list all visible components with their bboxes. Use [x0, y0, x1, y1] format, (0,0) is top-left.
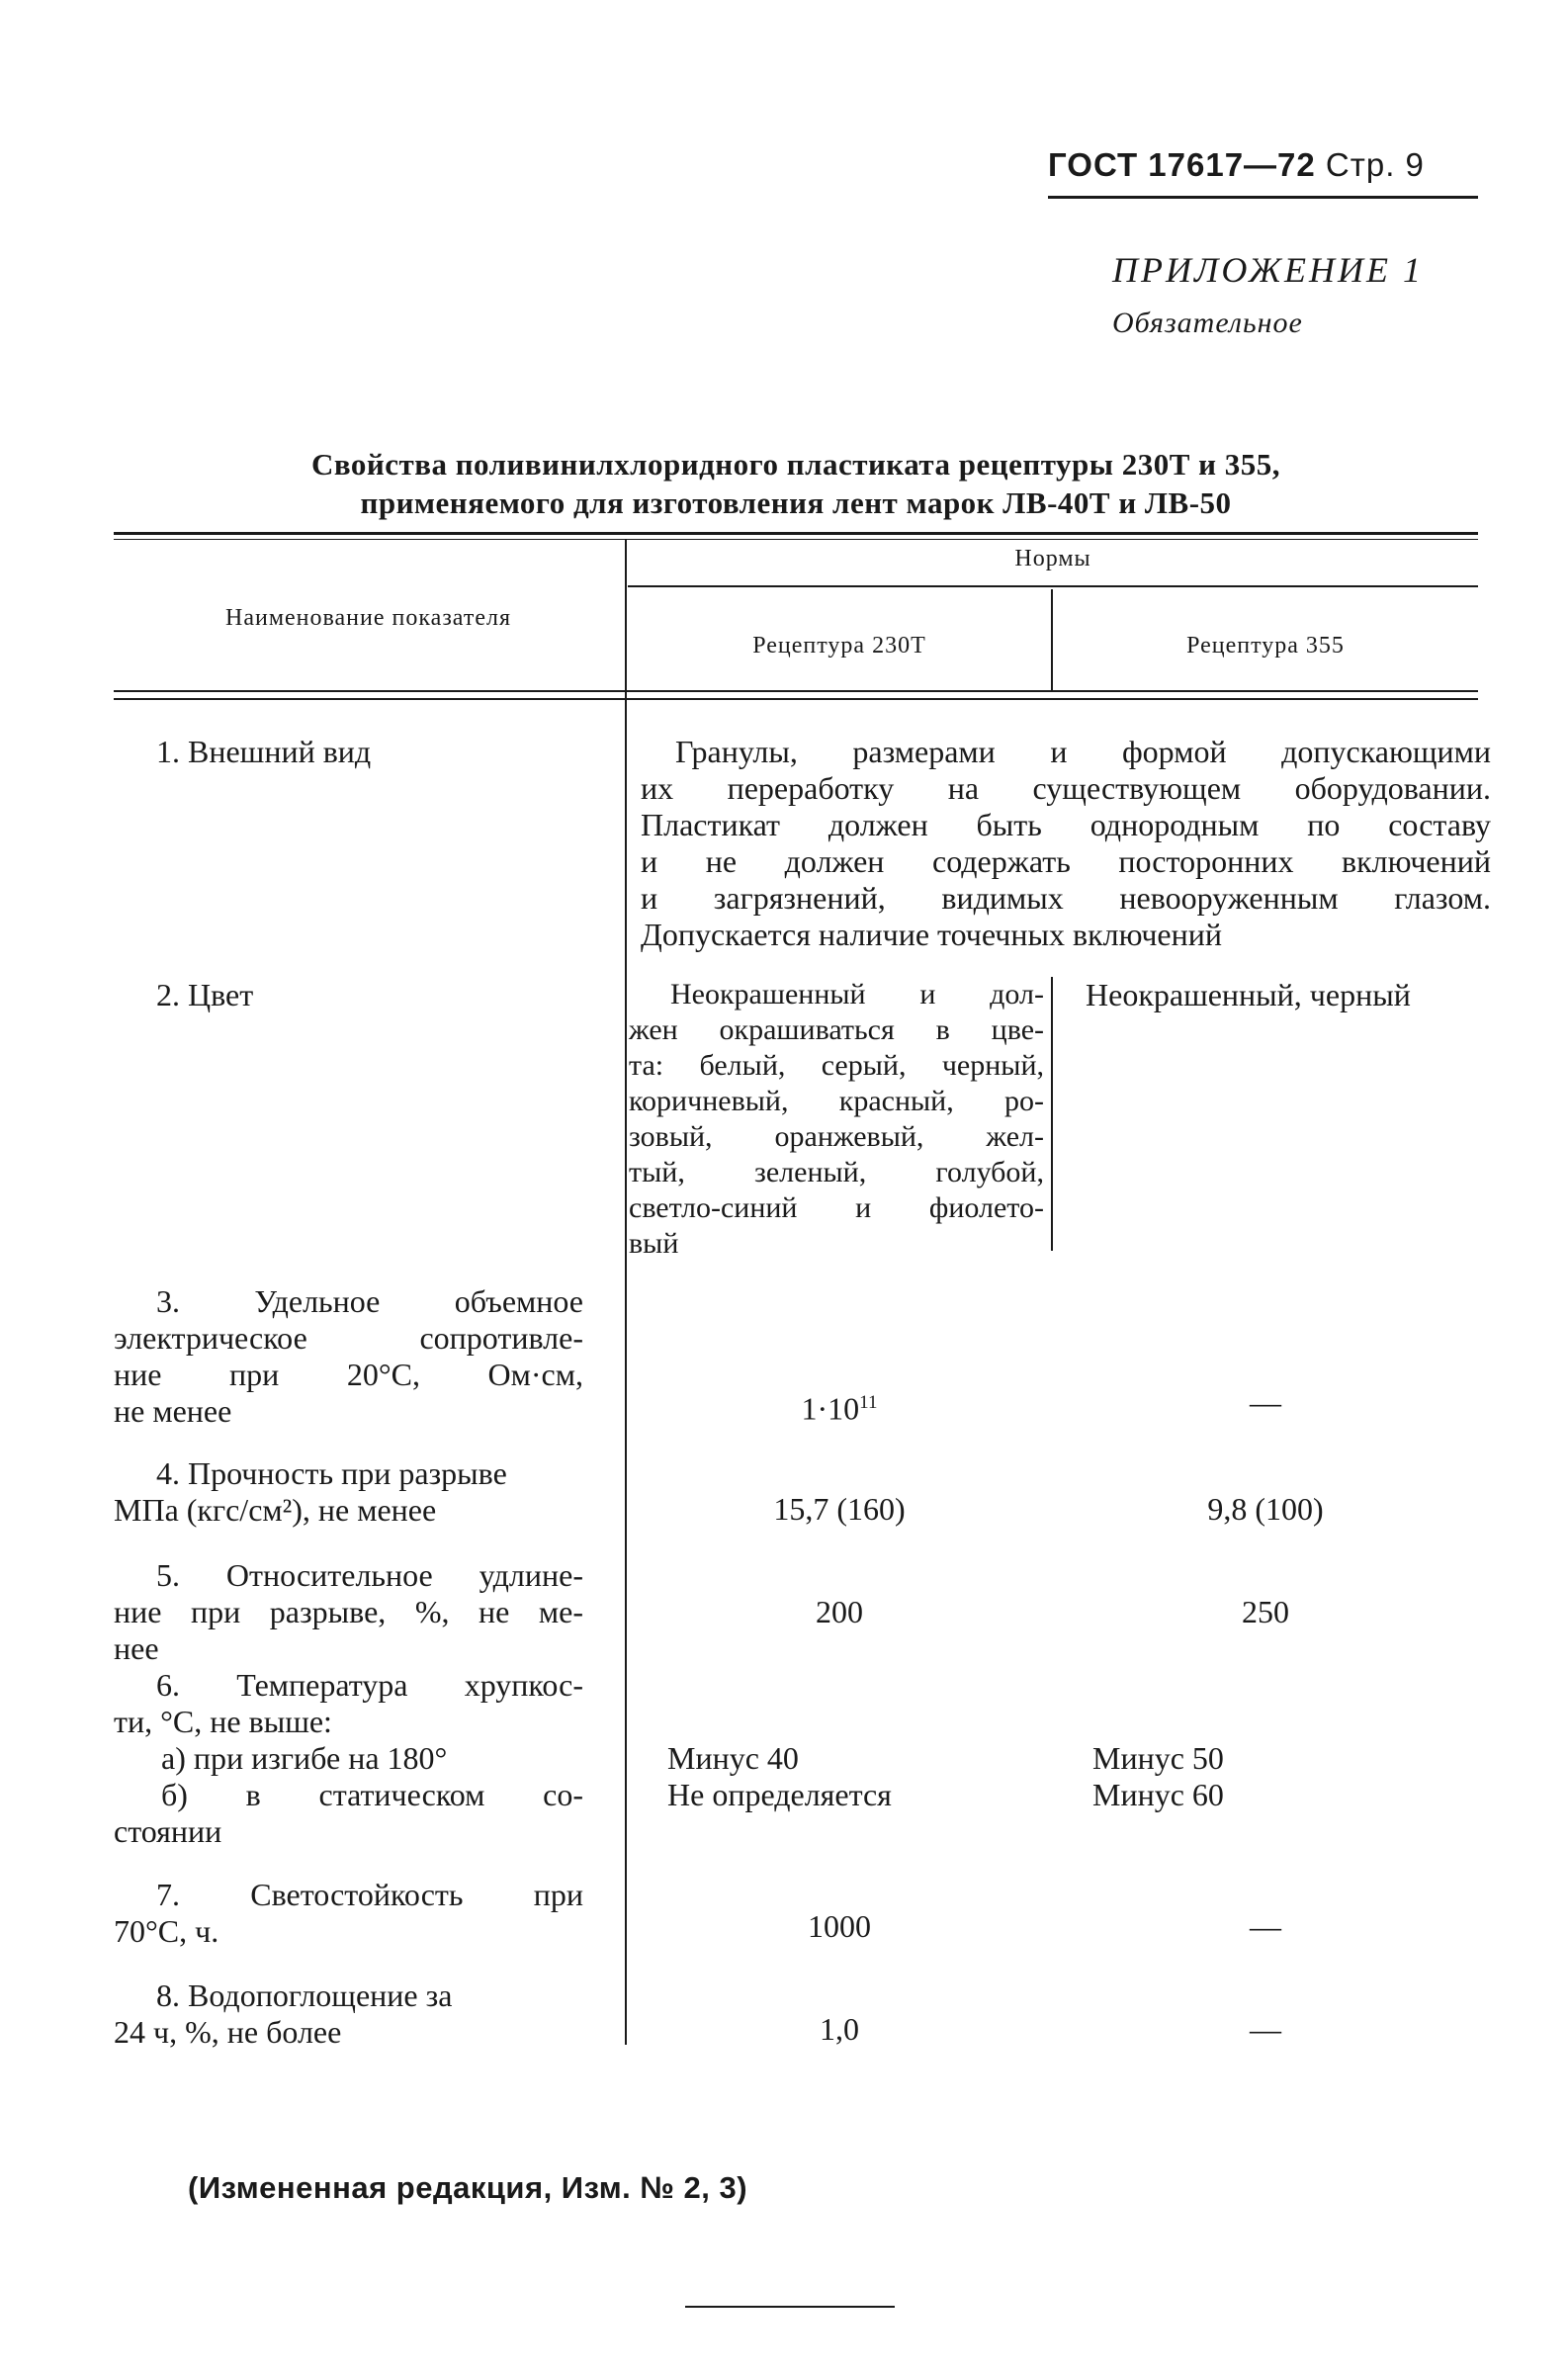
value-230: Минус 40 Не определяется: [667, 1740, 892, 1812]
row-name: 1. Внешний вид: [156, 734, 372, 769]
merged-value: Гранулы, размерами и формой допускающими их переработку на существующем оборудовании. Пластикат должен быть однородным по составу и не должен содержать посторонних включений и загрязнений, видимых невооруженным глазом. Допускается наличие точечных включений: [641, 734, 1491, 952]
row-name: 2. Цвет: [156, 977, 254, 1012]
column-divider: [1051, 977, 1053, 1251]
table-row: [156, 977, 253, 1013]
document-title-line: Свойства поливинилхлоридного пластиката рецептуры 230Т и 355,: [310, 447, 1281, 482]
bottom-rule: [685, 2306, 895, 2308]
norms-rule: [628, 585, 1478, 587]
column-header-indicator: Наименование показателя: [225, 605, 511, 631]
value-230: 1,0: [820, 2011, 859, 2047]
table-row: 5. Относительное удлине- ние при разрыве, %, не ме- нее: [114, 1557, 583, 1666]
table-row: [156, 734, 371, 770]
column-header-norms: Нормы: [1014, 546, 1091, 571]
value-230: Неокрашенный и дол- жен окрашиваться в цве- та: белый, серый, черный, коричневый, красный, ро- зовый, оранжевый, жел- тый, зеленый, голубой, светло-синий и фиолето- вый: [629, 978, 1044, 1260]
value-230: 15,7 (160): [773, 1491, 906, 1527]
page-header: [1048, 146, 1483, 184]
table-row: 3. Удельное объемное электрическое сопротивле- ние при 20°С, Ом·см, не менее: [114, 1283, 583, 1429]
appendix-subtitle: Обязательное: [1112, 307, 1303, 339]
value-355: —: [1250, 1384, 1281, 1420]
header-rule: [1048, 196, 1478, 199]
value-355: —: [1250, 1908, 1281, 1944]
value-355: —: [1250, 2011, 1281, 2047]
document-title-line: применяемого для изготовления лент марок ЛВ-40Т и ЛВ-50: [360, 485, 1232, 520]
value-355: Неокрашенный, черный: [1086, 977, 1411, 1012]
table-top-rule: [114, 532, 1478, 535]
appendix-title: ПРИЛОЖЕНИЕ 1: [1112, 250, 1424, 290]
page-number: Стр. 9: [1325, 146, 1425, 183]
column-header-recipe-355: Рецептура 355: [1186, 633, 1345, 659]
table-top-rule: [114, 539, 1478, 540]
header-bottom-rule: [114, 690, 1478, 692]
value-230: 1000: [808, 1908, 871, 1944]
value-230: $1\cdot 10^{11}$: [801, 1390, 878, 1427]
table-row: 7. Светостойкость при 70°С, ч.: [114, 1877, 583, 1949]
table-row: 4. Прочность при разрыве МПа (кгс/см²), не менее: [114, 1455, 507, 1528]
column-divider: [625, 540, 627, 2045]
table-row: 8. Водопоглощение за 24 ч, %, не более: [114, 1977, 453, 2050]
value-230: 200: [816, 1594, 863, 1629]
standard-number: ГОСТ 17617—72: [1048, 146, 1316, 183]
value-355: Минус 50 Минус 60: [1092, 1740, 1224, 1812]
amendment-note: (Измененная редакция, Изм. № 2, 3): [188, 2170, 748, 2205]
header-bottom-rule: [114, 698, 1478, 700]
document-title: [114, 445, 1478, 522]
value-355: 250: [1242, 1594, 1289, 1629]
value-355: 9,8 (100): [1207, 1491, 1324, 1527]
table-row: 6. Температура хрупкос- ти, °С, не выше: а) при изгибе на 180° б) в статическом со- стоянии: [114, 1667, 583, 1849]
column-header-recipe-230: Рецептура 230Т: [752, 633, 926, 659]
